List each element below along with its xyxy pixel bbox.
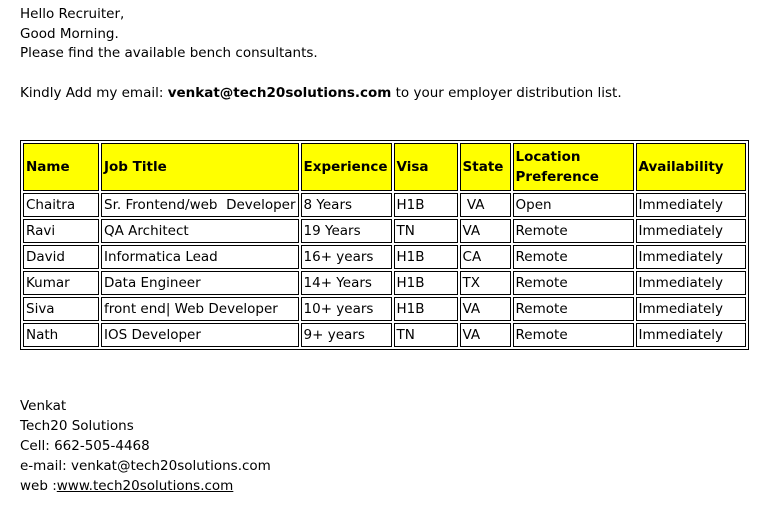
cell-job-title: QA Architect	[101, 219, 299, 243]
cell-experience: 10+ years	[301, 297, 392, 321]
request-line	[20, 83, 622, 103]
table-row	[23, 323, 746, 347]
table-row	[23, 297, 746, 321]
bench-consultants-table	[20, 140, 749, 350]
cell-name: Chaitra	[23, 193, 99, 217]
header-state: State	[460, 143, 511, 191]
cell-job-title: front end| Web Developer	[101, 297, 299, 321]
cell-name: Ravi	[23, 219, 99, 243]
cell-experience: 14+ Years	[301, 271, 392, 295]
cell-location: Remote	[513, 323, 634, 347]
cell-job-title: Informatica Lead	[101, 245, 299, 269]
cell-job-title: IOS Developer	[101, 323, 299, 347]
signature-web-line	[20, 476, 233, 496]
cell-availability: Immediately	[636, 219, 746, 243]
cell-availability: Immediately	[636, 323, 746, 347]
header-visa: Visa	[394, 143, 458, 191]
request-suffix: to your employer distribution list.	[391, 85, 622, 101]
table-row	[23, 271, 746, 295]
header-availability: Availability	[636, 143, 746, 191]
cell-visa: H1B	[394, 245, 458, 269]
cell-name: Siva	[23, 297, 99, 321]
cell-availability: Immediately	[636, 297, 746, 321]
cell-availability: Immediately	[636, 271, 746, 295]
cell-name: David	[23, 245, 99, 269]
cell-state: CA	[460, 245, 511, 269]
intro-text: Please find the available bench consultants.	[20, 45, 318, 61]
cell-location: Open	[513, 193, 634, 217]
table-row	[23, 193, 746, 217]
cell-location: Remote	[513, 245, 634, 269]
cell-availability: Immediately	[636, 193, 746, 217]
cell-visa: H1B	[394, 297, 458, 321]
table-header-row	[23, 143, 746, 191]
signature-name: Venkat	[20, 398, 67, 414]
cell-visa: H1B	[394, 271, 458, 295]
cell-job-title: Data Engineer	[101, 271, 299, 295]
cell-state: VA	[460, 297, 511, 321]
greeting-good-morning: Good Morning.	[20, 26, 119, 42]
cell-state: VA	[460, 193, 511, 217]
cell-location: Remote	[513, 271, 634, 295]
table-row	[23, 245, 746, 269]
cell-experience: 8 Years	[301, 193, 392, 217]
cell-experience: 16+ years	[301, 245, 392, 269]
cell-name: Kumar	[23, 271, 99, 295]
cell-job-title: Sr. Frontend/web Developer	[101, 193, 299, 217]
cell-state: TX	[460, 271, 511, 295]
header-experience: Experience	[301, 143, 392, 191]
greeting-line: Hello Recruiter,	[20, 6, 125, 22]
cell-experience: 19 Years	[301, 219, 392, 243]
cell-state: VA	[460, 219, 511, 243]
cell-visa: TN	[394, 323, 458, 347]
header-job-title: Job Title	[101, 143, 299, 191]
header-name: Name	[23, 143, 99, 191]
table-row	[23, 219, 746, 243]
signature-email-label: e-mail:	[20, 458, 71, 474]
cell-name: Nath	[23, 323, 99, 347]
request-email[interactable]: venkat@tech20solutions.com	[167, 85, 392, 101]
header-location-preference: Location Preference	[513, 143, 634, 191]
signature-email-line	[20, 456, 271, 476]
cell-experience: 9+ years	[301, 323, 392, 347]
request-prefix: Kindly Add my email:	[20, 85, 168, 101]
cell-location: Remote	[513, 219, 634, 243]
cell-location: Remote	[513, 297, 634, 321]
signature-email[interactable]: venkat@tech20solutions.com	[70, 458, 271, 474]
signature-cell: Cell: 662-505-4468	[20, 438, 150, 454]
signature-web-label: web :	[20, 478, 57, 494]
cell-state: VA	[460, 323, 511, 347]
cell-visa: H1B	[394, 193, 458, 217]
cell-availability: Immediately	[636, 245, 746, 269]
cell-visa: TN	[394, 219, 458, 243]
website-link[interactable]: www.tech20solutions.com	[56, 478, 234, 494]
signature-company: Tech20 Solutions	[20, 418, 134, 434]
